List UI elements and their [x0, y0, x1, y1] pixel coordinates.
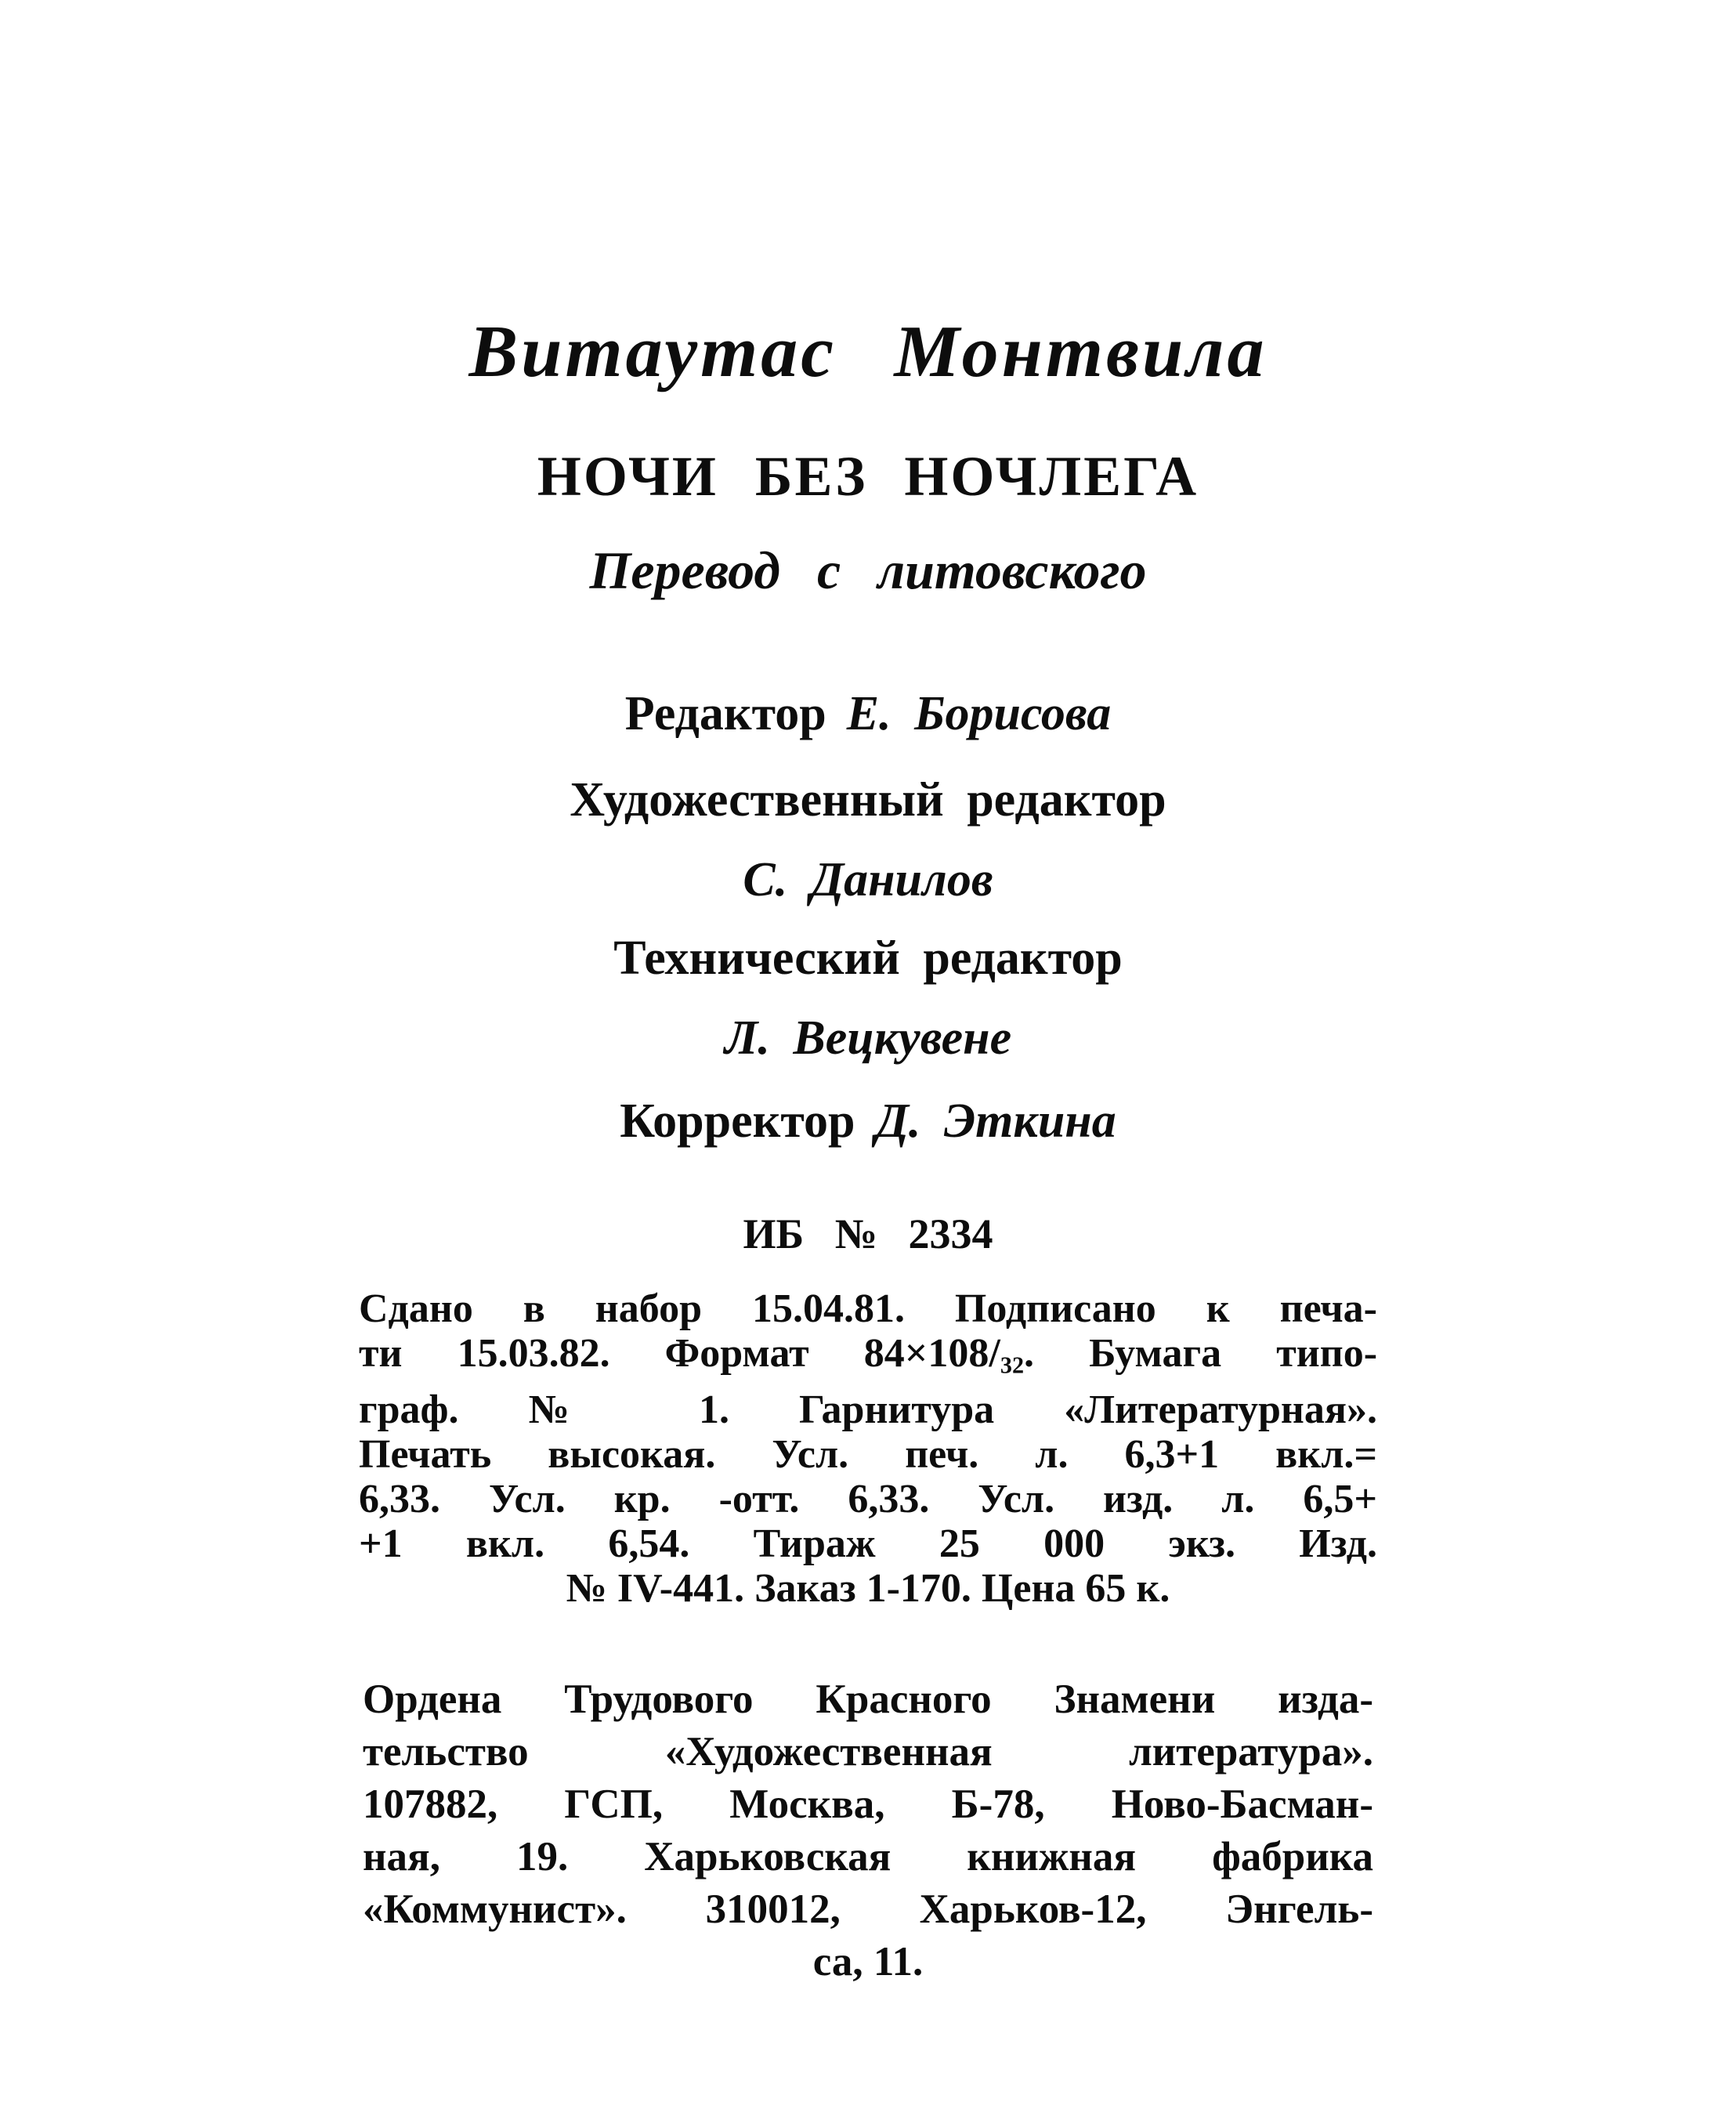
- credit-editor-role: Редактор: [624, 687, 826, 740]
- credit-proofreader: [0, 1094, 1736, 1148]
- publisher-line: са, 11.: [812, 1939, 924, 1984]
- imprint-line: граф. № 1. Гарнитура «Литературная».: [359, 1387, 1377, 1433]
- imprint-format-denominator: 32: [1000, 1351, 1025, 1379]
- ib-number: ИБ № 2334: [743, 1210, 993, 1257]
- credit-art-editor-role: Художественный редактор: [570, 773, 1166, 827]
- credit-art-editor-name: С. Данилов: [743, 853, 993, 906]
- publisher-line: ная, 19. Харьковская книжная фабрика: [363, 1834, 1373, 1879]
- imprint-format-pre: ти 15.03.82. Формат 84×108/: [359, 1331, 1000, 1376]
- imprint-line: № IV-441. Заказ 1-170. Цена 65 к.: [566, 1566, 1170, 1612]
- credit-tech-editor-role: Технический редактор: [613, 932, 1123, 985]
- credit-editor: [0, 689, 1736, 738]
- publisher-line: 107882, ГСП, Москва, Б-78, Ново-Басман-: [363, 1782, 1373, 1827]
- imprint-line: Печать высокая. Усл. печ. л. 6,3+1 вкл.=: [359, 1432, 1377, 1478]
- imprint-block: [359, 1286, 1377, 1611]
- imprint-line: +1 вкл. 6,54. Тираж 25 000 экз. Изд.: [359, 1521, 1377, 1567]
- book-title: НОЧИ БЕЗ НОЧЛЕГА: [537, 445, 1199, 508]
- imprint-format-post: . Бумага типо-: [1024, 1331, 1378, 1376]
- credit-tech-editor-name: Л. Вецкувене: [724, 1011, 1012, 1065]
- author-name: Витаутас Монтвила: [468, 311, 1268, 393]
- credit-editor-name: Е. Борисова: [846, 687, 1112, 740]
- publisher-line: Ордена Трудового Красного Знамени изда-: [363, 1677, 1373, 1722]
- credit-proofreader-role: Корректор: [620, 1094, 855, 1148]
- imprint-line: 6,33. Усл. кр. -отт. 6,33. Усл. изд. л. 6,5+: [359, 1477, 1377, 1522]
- imprint-line: Сдано в набор 15.04.81. Подписано к печа-: [359, 1286, 1377, 1331]
- credit-proofreader-name: Д. Эткина: [875, 1094, 1116, 1148]
- imprint-line: [359, 1331, 1377, 1387]
- publisher-line: тельство «Художественная литература».: [363, 1729, 1373, 1775]
- publisher-block: [363, 1673, 1373, 1988]
- publisher-line: «Коммунист». 310012, Харьков-12, Энгель-: [363, 1887, 1373, 1932]
- translation-subtitle: Перевод с литовского: [589, 541, 1147, 600]
